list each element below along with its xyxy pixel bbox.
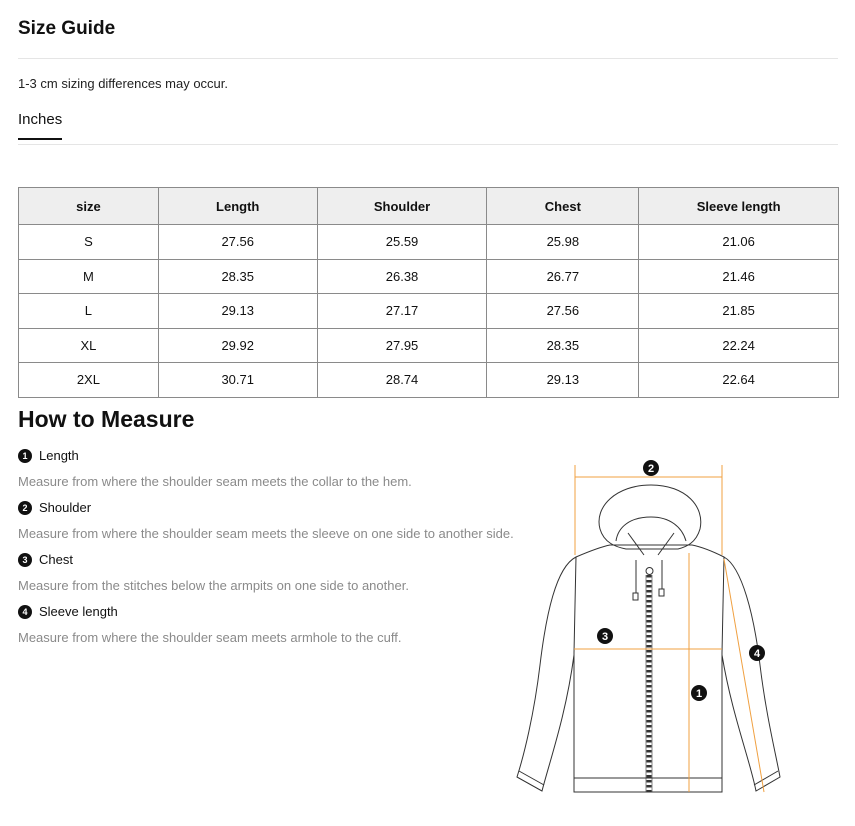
table-cell: 29.13 — [487, 363, 639, 398]
measure-label: Chest — [39, 552, 73, 567]
measure-description: Measure from where the shoulder seam meets armhole to the cuff. — [18, 630, 402, 645]
svg-text:1: 1 — [695, 688, 703, 700]
number-1-icon: 1 — [18, 449, 32, 463]
table-cell: 28.74 — [317, 363, 487, 398]
measure-item-shoulder — [18, 500, 514, 541]
svg-text:3: 3 — [601, 631, 609, 643]
table-cell: 28.35 — [158, 259, 317, 294]
table-cell: 27.95 — [317, 328, 487, 363]
table-cell: 21.85 — [639, 294, 839, 329]
column-header: Length — [158, 188, 317, 225]
divider — [18, 58, 838, 59]
table-cell: 25.98 — [487, 225, 639, 260]
tab-divider — [18, 144, 838, 145]
table-cell: 29.92 — [158, 328, 317, 363]
table-cell: XL — [19, 328, 159, 363]
measure-description: Measure from where the shoulder seam meets the collar to the hem. — [18, 474, 412, 489]
number-4-icon: 4 — [18, 605, 32, 619]
table-cell: L — [19, 294, 159, 329]
table-row — [19, 259, 839, 294]
table-cell: 22.64 — [639, 363, 839, 398]
table-row — [19, 294, 839, 329]
table-cell: 26.38 — [317, 259, 487, 294]
measure-label: Length — [39, 448, 79, 463]
table-row — [19, 328, 839, 363]
measure-label: Shoulder — [39, 500, 92, 515]
table-cell: 27.56 — [158, 225, 317, 260]
column-header: Sleeve length — [639, 188, 839, 225]
table-cell: 21.06 — [639, 225, 839, 260]
table-cell: 22.24 — [639, 328, 839, 363]
measure-item-length — [18, 448, 412, 489]
number-2-icon: 2 — [18, 501, 32, 515]
table-cell: 30.71 — [158, 363, 317, 398]
table-cell: 27.56 — [487, 294, 639, 329]
page-title: Size Guide — [18, 18, 116, 39]
column-header: Chest — [487, 188, 639, 225]
how-to-measure-title: How to Measure — [18, 406, 195, 432]
table-cell: 25.59 — [317, 225, 487, 260]
number-3-icon: 3 — [18, 553, 32, 567]
svg-text:4: 4 — [753, 648, 761, 660]
size-table — [18, 187, 839, 398]
table-row — [19, 225, 839, 260]
sizing-notice: 1-3 cm sizing differences may occur. — [18, 76, 229, 91]
svg-text:2: 2 — [647, 463, 655, 475]
table-cell: 21.46 — [639, 259, 839, 294]
table-header-row — [19, 188, 839, 225]
measure-item-chest — [18, 552, 409, 593]
measure-description: Measure from the stitches below the armpits on one side to another. — [18, 578, 409, 593]
table-cell: 27.17 — [317, 294, 487, 329]
table-cell: 29.13 — [158, 294, 317, 329]
measure-item-sleeve-length — [18, 604, 401, 645]
column-header: Shoulder — [317, 188, 487, 225]
table-cell: M — [19, 259, 159, 294]
tab-inches[interactable]: Inches — [18, 111, 62, 140]
table-cell: S — [19, 225, 159, 260]
measure-label: Sleeve length — [39, 604, 118, 619]
column-header: size — [19, 188, 159, 225]
table-cell: 2XL — [19, 363, 159, 398]
table-cell: 28.35 — [487, 328, 639, 363]
table-cell: 26.77 — [487, 259, 639, 294]
hoodie-measurement-diagram-icon — [510, 455, 790, 800]
table-row — [19, 363, 839, 398]
measure-description: Measure from where the shoulder seam meets the sleeve on one side to another side. — [18, 526, 514, 541]
